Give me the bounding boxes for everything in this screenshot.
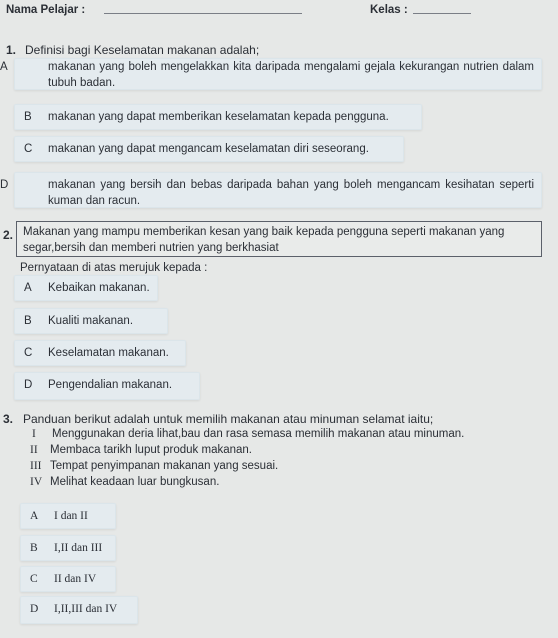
question-3-text: Panduan berikut adalah untuk memilih makanan atau minuman selamat iaitu;: [23, 412, 434, 426]
class-label: Kelas :: [370, 4, 408, 16]
question-2-boxed-text: Makanan yang mampu memberikan kesan yang baik kepada pengguna seperti makanan yang segar,bersih dan memberi nutrien yang berkhasiat: [16, 221, 542, 257]
question-3-number: 3.: [3, 412, 14, 426]
name-blank-line[interactable]: [104, 13, 302, 14]
q3-option-c[interactable]: [20, 566, 116, 592]
question-1-number: 1.: [6, 43, 17, 57]
q3-option-b-label: B: [30, 542, 38, 554]
q3-item-i-text: Menggunakan deria lihat,bau dan rasa semasa memilih makanan atau minuman.: [52, 428, 465, 440]
q1-option-d-text: makanan yang bersih dan bebas daripada bahan yang boleh mengancam kesihatan seperti kuman dan racun.: [48, 179, 534, 207]
q3-item-iv: [30, 476, 219, 488]
q2-option-c-text: Keselamatan makanan.: [48, 347, 169, 359]
q2-option-c[interactable]: [14, 340, 186, 366]
q2-option-c-label: C: [24, 347, 33, 359]
q3-item-iii: [30, 460, 278, 472]
q3-option-a-label: A: [30, 510, 39, 522]
q3-item-ii-numeral: II: [30, 444, 38, 456]
q3-option-b-text: I,II dan III: [54, 542, 103, 554]
q3-item-iii-text: Tempat penyimpanan makanan yang sesuai.: [50, 460, 279, 472]
name-label: Nama Pelajar :: [6, 4, 86, 16]
q3-option-c-text: II dan IV: [54, 573, 97, 585]
q3-item-iii-numeral: III: [30, 460, 42, 472]
q2-option-a-text: Kebaikan makanan.: [48, 282, 150, 294]
q1-option-a-label: A: [0, 61, 8, 73]
q1-option-c[interactable]: [14, 136, 404, 162]
q3-item-iv-numeral: IV: [30, 476, 43, 488]
q3-item-iv-text: Melihat keadaan luar bungkusan.: [50, 476, 220, 488]
question-1-text: Definisi bagi Keselamatan makanan adalah;: [25, 43, 260, 57]
q1-option-c-label: C: [24, 143, 33, 155]
q1-option-b-label: B: [24, 111, 32, 123]
q1-option-d[interactable]: [0, 172, 542, 208]
q3-option-a[interactable]: [20, 503, 116, 529]
q3-option-c-label: C: [30, 573, 38, 585]
q2-option-b-label: B: [24, 315, 32, 327]
q1-option-d-label: D: [0, 179, 9, 191]
q2-option-b-text: Kualiti makanan.: [48, 315, 134, 327]
q2-option-d-label: D: [24, 379, 33, 391]
q3-option-b[interactable]: [20, 535, 116, 561]
q3-item-i-numeral: I: [32, 428, 36, 440]
q1-option-b-text: makanan yang dapat memberikan keselamatan kepada pengguna.: [48, 111, 389, 123]
q3-option-a-text: I dan II: [54, 510, 88, 522]
class-blank-line[interactable]: [413, 13, 471, 14]
q1-option-a[interactable]: [0, 58, 542, 90]
question-2-statement: Pernyataan di atas merujuk kepada :: [20, 262, 208, 274]
question-2-number: 2.: [3, 228, 14, 242]
q3-item-ii-text: Membaca tarikh luput produk makanan.: [50, 444, 252, 456]
q3-item-ii: [30, 444, 252, 456]
q1-option-b[interactable]: [14, 104, 422, 130]
q2-option-a-label: A: [24, 282, 32, 294]
q1-option-a-text: makanan yang boleh mengelakkan kita daripada mengalami gejala kekurangan nutrien dalam tubuh badan.: [48, 61, 534, 89]
q1-option-c-text: makanan yang dapat mengancam keselamatan diri seseorang.: [48, 143, 369, 155]
q2-option-d[interactable]: [14, 372, 200, 400]
q3-option-d-label: D: [30, 603, 39, 615]
q3-option-d-text: I,II,III dan IV: [54, 603, 118, 615]
q2-option-d-text: Pengendalian makanan.: [48, 379, 173, 391]
q2-option-b[interactable]: [14, 308, 168, 334]
q2-option-a[interactable]: [14, 275, 158, 301]
q3-option-d[interactable]: [20, 596, 138, 624]
q3-item-i: [32, 428, 464, 440]
